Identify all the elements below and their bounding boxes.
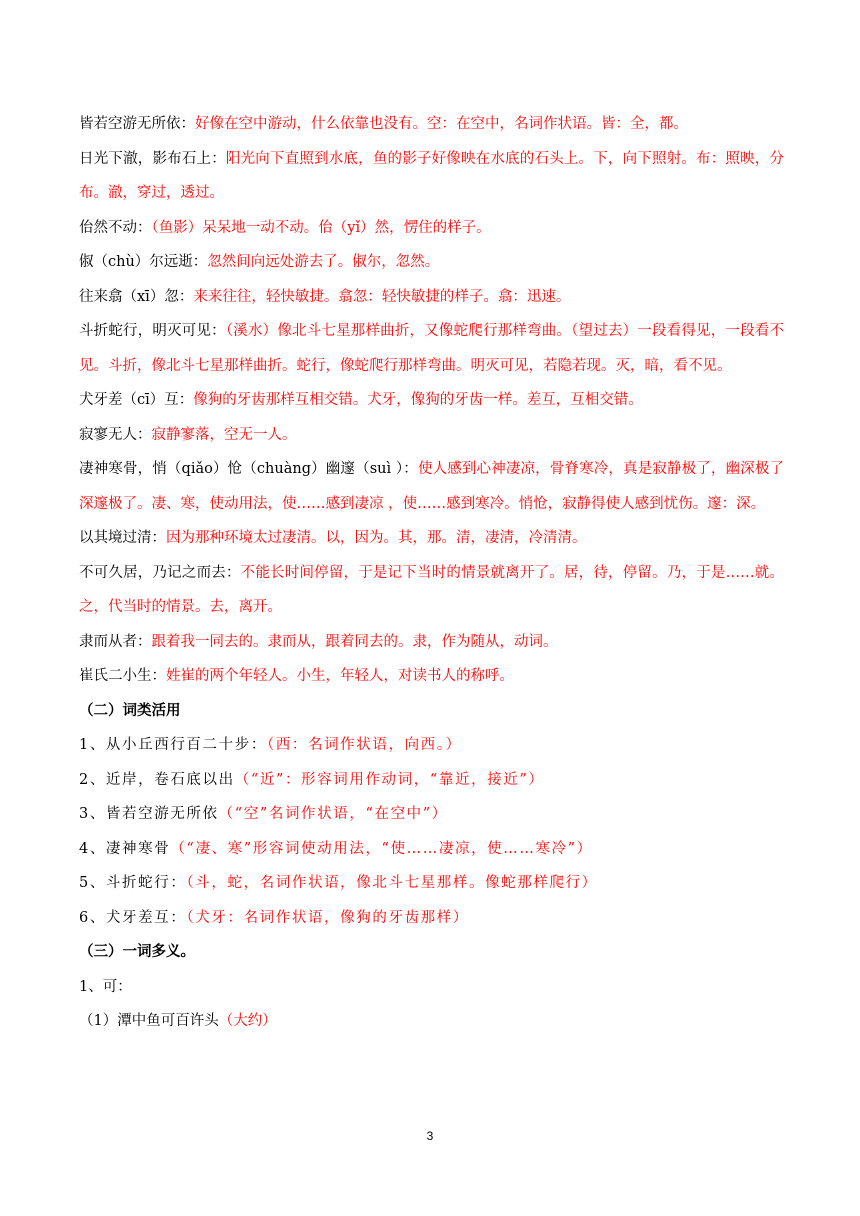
usage-entry (79, 728, 784, 763)
note-term: 崔氏二小生： (79, 668, 166, 684)
usage-gloss: （斗，蛇，名词作状语，像北斗七星那样。像蛇那样爬行） (186, 875, 598, 891)
note-entry (79, 418, 784, 453)
note-entry (79, 556, 784, 625)
note-gloss: 因为那种环境太过凄清。以，因为。其，那。清，凄清，冷清清。 (166, 530, 587, 546)
note-entry (79, 245, 784, 280)
note-term: 皆若空游无所依： (79, 116, 195, 132)
note-gloss: 阳光向下直照到水底，鱼的影子好像映在水底的石头上。下，向下照射。布：照映，分布。澈，穿过，透过。 (79, 150, 785, 201)
note-entry (79, 452, 784, 521)
note-gloss: 寂静寥落，空无一人。 (151, 426, 297, 443)
note-term: 以其境过清： (79, 530, 166, 546)
note-entry (79, 625, 784, 660)
note-gloss: 好像在空中游动，什么依靠也没有。空：在空中，名词作状语。皆：全，都。 (195, 116, 688, 132)
note-term: 俶（chù）尔远逝： (79, 254, 208, 270)
usage-gloss: （“近”：形容词用作动词，“靠近，接近”） (234, 771, 545, 788)
note-term: 斗折蛇行，明灭可见： (79, 323, 226, 339)
section-heading-word-class: （二）词类活用 (79, 701, 181, 719)
note-term: 隶而从者： (79, 633, 152, 650)
note-entry (79, 521, 784, 556)
usage-gloss: （“空”名词作状语，“在空中”） (218, 806, 448, 822)
note-term: 不可久居，乃记之而去： (79, 564, 241, 581)
usage-entry (79, 797, 784, 832)
polysemy-term: （1）潭中鱼可百许头 (79, 1013, 219, 1029)
note-term: 犬牙差（cī）互： (79, 392, 194, 408)
usage-term: 4、凄神寒骨 (79, 840, 171, 857)
usage-term: 1、从小丘西行百二十步： (79, 737, 267, 753)
note-term: 凄神寒骨，悄（qiǎo）怆（chuàng）幽邃（suì ）： (79, 461, 418, 477)
note-entry (79, 659, 784, 694)
usage-gloss: （西：名词作状语，向西。） (266, 737, 462, 753)
note-entry (79, 107, 784, 142)
usage-entry (79, 901, 784, 936)
note-gloss: 跟着我一同去的。隶而从，跟着同去的。隶，作为随从，动词。 (151, 633, 558, 650)
note-term: 往来翕（xī）忽： (79, 288, 194, 305)
note-gloss: 姓崔的两个年轻人。小生，年轻人，对读书人的称呼。 (166, 668, 514, 684)
usage-term: 2、近岸，卷石底以出 (79, 771, 235, 788)
note-gloss: 像狗的牙齿那样互相交错。犬牙，像狗的牙齿一样。差互，互相交错。 (193, 392, 643, 408)
usage-entry (79, 832, 784, 867)
note-gloss: （溪水）像北斗七星那样曲折，又像蛇爬行那样弯曲。（望过去）一段看得见，一段看不见。斗折，像北斗七星那样曲折。蛇行，像蛇爬行那样弯曲。明灭可见，若隐若现。灭，暗，看不见。 (79, 323, 784, 374)
note-gloss: （鱼影）呆呆地一动不动。佁（yǐ）然，愣住的样子。 (151, 219, 491, 236)
note-entry (79, 142, 784, 211)
note-gloss: 使人感到心神凄凉，骨脊寒冷，真是寂静极了，幽深极了深邃极了。凄、寒，使动用法，使……感到凄凉 ，使……感到寒冷。悄怆，寂静得使人感到忧伤。邃：深。 (79, 461, 785, 512)
note-gloss: 不能长时间停留，于是记下当时的情景就离开了。居，待，停留。乃，于是……就。之，代当时的情景。去，离开。 (79, 564, 785, 615)
note-gloss: 来来往往，轻快敏捷。翕忽：轻快敏捷的样子。翕：迅速。 (193, 288, 571, 305)
note-entry (79, 383, 784, 418)
usage-term: 5、斗折蛇行： (79, 875, 187, 891)
section-heading-polysemy: （三）一词多义。 (79, 943, 195, 960)
usage-gloss: （犬牙：名词作状语，像狗的牙齿那样） (186, 909, 469, 926)
note-entry (79, 314, 784, 383)
note-term: 日光下澈，影布石上： (79, 150, 226, 167)
polysemy-gloss: （大约） (218, 1013, 277, 1029)
polysemy-word: 1、可： (79, 978, 132, 995)
usage-entry (79, 866, 784, 901)
document-body (79, 107, 784, 1039)
usage-term: 6、犬牙差互： (79, 909, 187, 926)
usage-term: 3、皆若空游无所依 (79, 806, 219, 822)
page-number: 3 (426, 1129, 434, 1143)
note-entry (79, 280, 784, 315)
polysemy-item (79, 1004, 784, 1039)
usage-entry (79, 763, 784, 798)
note-gloss: 忽然间向远处游去了。俶尔，忽然。 (207, 254, 440, 270)
usage-gloss: （“凄、寒”形容词使动用法，“使……凄凉，使……寒冷”） (170, 840, 593, 857)
note-term: 寂寥无人： (79, 426, 152, 443)
note-entry (79, 211, 784, 246)
note-term: 佁然不动： (79, 219, 152, 236)
